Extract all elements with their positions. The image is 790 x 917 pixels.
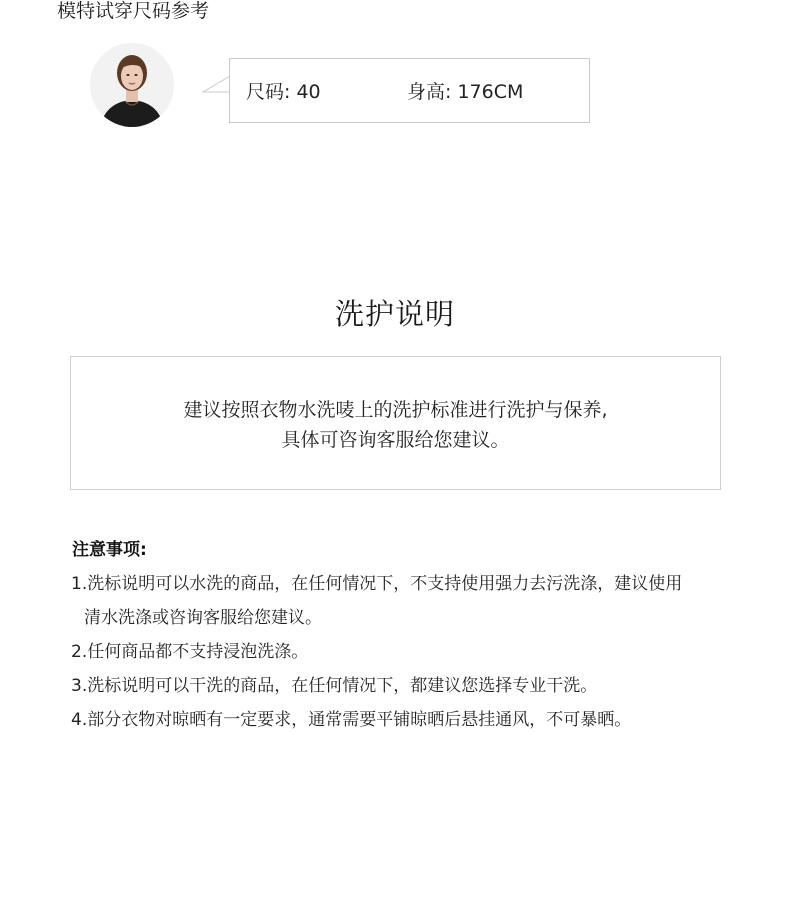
note-item: 1.洗标说明可以水洗的商品，在任何情况下，不支持使用强力去污洗涤，建议使用 xyxy=(71,574,683,594)
model-spec-bubble xyxy=(229,58,590,123)
note-item: 清水洗涤或咨询客服给您建议。 xyxy=(84,608,322,628)
model-avatar xyxy=(90,43,174,127)
model-size-label: 尺码: 40 xyxy=(246,81,321,103)
care-line: 具体可咨询客服给您建议。 xyxy=(281,429,510,451)
care-instructions-box xyxy=(70,356,721,490)
model-height-label: 身高: 176CM xyxy=(407,81,524,103)
note-item: 2.任何商品都不支持浸泡洗涤。 xyxy=(71,642,309,662)
note-item: 3.洗标说明可以干洗的商品，在任何情况下，都建议您选择专业干洗。 xyxy=(71,676,598,696)
care-title: 洗护说明 xyxy=(334,297,455,331)
care-line: 建议按照衣物水洗唛上的洗护标准进行洗护与保养, xyxy=(183,399,608,421)
notes-heading: 注意事项: xyxy=(72,540,147,560)
section-title: 模特试穿尺码参考 xyxy=(57,0,210,22)
note-item: 4.部分衣物对晾晒有一定要求，通常需要平铺晾晒后悬挂通风，不可暴晒。 xyxy=(71,710,632,730)
bubble-tail xyxy=(202,76,232,98)
